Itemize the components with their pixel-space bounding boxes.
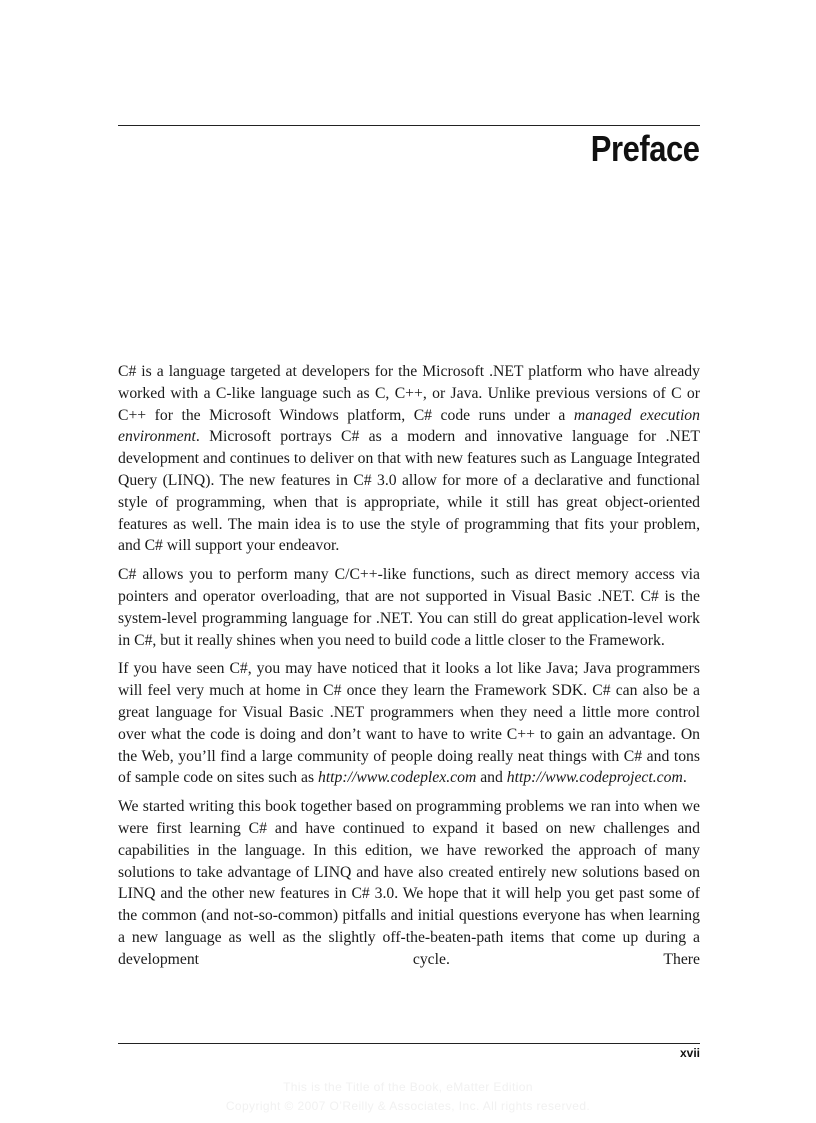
paragraph — [118, 564, 700, 651]
text-run: C# allows you to perform many C/C++-like functions, such as direct memory access via pointers and operator overloading, that are not supported in Visual Basic .NET. C# is the system-level programming language for .NET. You can still do great application-level work in C#, but it really shines when you need to build code a little closer to the Framework. — [118, 566, 700, 649]
paragraph — [118, 658, 700, 789]
chapter-title: Preface — [591, 128, 700, 169]
bottom-rule — [118, 1043, 700, 1044]
italic-text: http://www.codeproject.com — [506, 769, 683, 787]
page-number: xvii — [679, 1046, 700, 1060]
watermark-line: This is the Title of the Book, eMatter Edition — [283, 1080, 533, 1094]
paragraph — [118, 361, 700, 557]
italic-text: managed execution environment — [118, 406, 700, 446]
paragraph — [118, 796, 700, 970]
body-text — [118, 361, 700, 978]
text-run: C# is a language targeted at developers for the Microsoft .NET platform who have already worked with a C-like language such as C, C++, or Java. Unlike previous versions of C or C++ for the Microsoft Windows platform, C# code runs under a — [118, 363, 700, 424]
text-run: If you have seen C#, you may have noticed that it looks a lot like Java; Java programmers will feel very much at home in C# once they learn the Framework SDK. C# can also be a great language for Visual Basic .NET programmers when they need a little more control over what the code is doing and don’t want to have to write C++ to gain an advantage. On the Web, you’ll find a large community of people doing really neat things with C# and tons of sample code on sites such as — [118, 660, 700, 787]
text-run: We started writing this book together based on programming problems we ran into when we were first learning C# and have continued to expand it based on new challenges and capabilities in the language. In this edition, we have reworked the approach of many solutions to take advantage of LINQ and have also created entirely new solutions based on LINQ and the other new features in C# 3.0. We hope that it will help you get past some of the common (and not-so-common) pitfalls and initial questions everyone has when learning a new language as well as the slightly off-the-beaten-path items that come up during a development cycle. There — [118, 798, 700, 968]
italic-text: http://​www.codeplex.com — [317, 769, 477, 787]
text-run: and — [476, 769, 507, 787]
text-run: . Microsoft portrays C# as a modern and innovative language for .NET development and continues to deliver on that with new features such as Language Integrated Query (LINQ). The new features in C# 3.0 allow for more of a declarative and functional style of programming, when that is appropriate, while it still has great object-oriented features as well. The main idea is to use the style of programming that fits your problem, and C# will support your endeavor. — [118, 428, 700, 555]
top-rule — [118, 125, 700, 126]
watermark-line: Copyright © 2007 O’Reilly & Associates, Inc. All rights reserved. — [225, 1099, 591, 1113]
text-run: . — [682, 769, 687, 787]
